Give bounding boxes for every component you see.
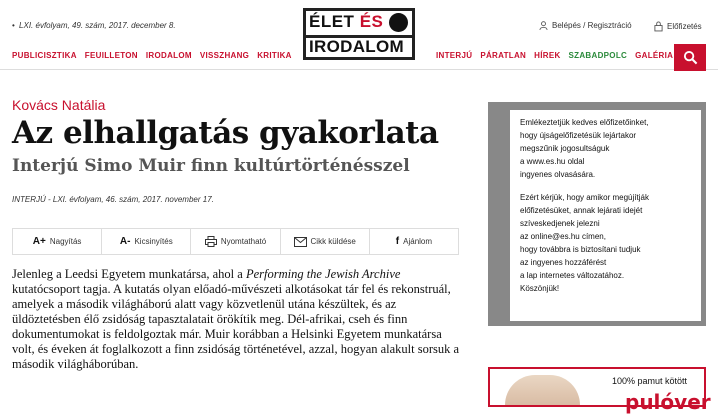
- notice-line: Köszönjük!: [520, 284, 560, 293]
- print-button[interactable]: [191, 229, 280, 254]
- logo-dot-icon: [389, 13, 408, 32]
- bullet-icon: •: [12, 21, 15, 30]
- nav-right: [436, 51, 673, 60]
- nav-visszhang[interactable]: VISSZHANG: [199, 51, 250, 60]
- search-button[interactable]: [674, 44, 706, 71]
- printer-icon: [205, 236, 217, 247]
- article-meta: INTERJÚ - LXI. évfolyam, 46. szám, 2017. november 17.: [12, 195, 214, 204]
- notice-line: hogy újságelőfizetésük lejártakor: [520, 131, 637, 140]
- notice-line: az ingyenes hozzáférést: [520, 258, 607, 267]
- subscribe-link[interactable]: [654, 21, 702, 31]
- nav-szabadpolc[interactable]: SZABADPOLC: [568, 51, 628, 60]
- zoom-in-label: Nagyítás: [49, 237, 82, 246]
- logo-line1: [309, 12, 383, 32]
- notice-line: a lap internetes változatához.: [520, 271, 625, 280]
- nav-irodalom[interactable]: IRODALOM: [145, 51, 192, 60]
- notice-paragraph-1: [520, 116, 691, 181]
- logo-word-es: ÉS: [359, 12, 384, 31]
- notice-line: előfizetésüket, annak lejárati idejét: [520, 206, 643, 215]
- send-article-button[interactable]: [281, 229, 370, 254]
- nav-left: [12, 51, 292, 60]
- login-label: Belépés / Regisztráció: [552, 21, 632, 30]
- body-text-italic: Performing the Jewish Archive: [245, 267, 401, 281]
- nav-galeria[interactable]: GALÉRIA: [635, 51, 674, 60]
- notice-line: az online@es.hu címen,: [520, 232, 606, 241]
- zoom-in-button[interactable]: [13, 229, 102, 254]
- facebook-icon: f: [395, 236, 400, 247]
- notice-line: Emlékeztetjük kedves előfizetőinket,: [520, 118, 649, 127]
- body-text-part2: kutatócsoport tagja. A kutatás olyan előadó-művészeti alkotásokat tár fel és rekonstruál, amelyek a második világháború alatt vagy közvetlenül utána készültek, és az üldöztetésben élő zsidóság tapasztalatait örökítik meg. Dél-afrikai, cseh és finn dokumentumokat is feldolgoztak már. Muir korábban a Helsinki Egyetem munkatársa volt, és éveken át foglalkozott a finn zsidóság történetével, azzal, hogyan alakult sorsuk a második világháborúban.: [12, 282, 460, 371]
- notice-paragraph-2: [520, 191, 691, 295]
- article-toolbar: [12, 228, 459, 255]
- main-nav: [0, 42, 718, 70]
- search-icon: [683, 50, 698, 65]
- notice-line: a www.es.hu oldal: [520, 157, 585, 166]
- user-icon: [539, 21, 548, 30]
- nav-hirek[interactable]: HÍREK: [534, 51, 561, 60]
- recommend-button[interactable]: [370, 229, 458, 254]
- text-smaller-icon: A-: [119, 236, 131, 247]
- text-bigger-icon: A+: [32, 236, 46, 247]
- nav-feuilleton[interactable]: FEUILLETON: [84, 51, 138, 60]
- nav-interju[interactable]: INTERJÚ: [436, 51, 473, 60]
- ad-text: 100% pamut kötött: [612, 376, 688, 386]
- article-title: Az elhallgatás gyakorlata: [12, 115, 439, 151]
- subscription-notice-box: [488, 102, 706, 326]
- envelope-icon: [294, 237, 307, 247]
- body-text-part1: Jelenleg a Leedsi Egyetem munkatársa, ahol a: [12, 267, 246, 281]
- article-author[interactable]: Kovács Natália: [12, 97, 106, 113]
- logo-word-elet: ÉLET: [309, 12, 355, 31]
- article-subtitle: Interjú Simo Muir finn kultúrtörténésszel: [12, 156, 410, 176]
- subscription-notice: [510, 110, 701, 321]
- nav-kritika[interactable]: KRITIKA: [257, 51, 292, 60]
- notice-line: szíveskedjenek jelezni: [520, 219, 600, 228]
- notice-line: Ezért kérjük, hogy amikor megújítják: [520, 193, 649, 202]
- notice-line: megszűnik jogosultságuk: [520, 144, 610, 153]
- nav-publicisztika[interactable]: PUBLICISZTIKA: [12, 51, 77, 60]
- issue-info: [12, 21, 176, 30]
- nav-paratlan[interactable]: PÁRATLAN: [480, 51, 527, 60]
- notice-line: hogy továbbra is biztosítani tudjuk: [520, 245, 641, 254]
- issue-text: LXI. évfolyam, 49. szám, 2017. december 8.: [19, 21, 176, 30]
- zoom-out-label: Kicsinyítés: [134, 237, 173, 246]
- article-body: [12, 267, 462, 372]
- logo-line2: IRODALOM: [309, 37, 404, 56]
- lock-icon: [654, 21, 663, 31]
- notice-line: ingyenes olvasására.: [520, 170, 596, 179]
- print-label: Nyomtatható: [220, 237, 267, 246]
- ad-headline: pulóver: [625, 390, 711, 414]
- subscribe-label: Előfizetés: [667, 21, 702, 31]
- zoom-out-button[interactable]: [102, 229, 191, 254]
- recommend-label: Ajánlom: [403, 237, 433, 246]
- login-link[interactable]: [539, 21, 632, 30]
- send-article-label: Cikk küldése: [310, 237, 356, 246]
